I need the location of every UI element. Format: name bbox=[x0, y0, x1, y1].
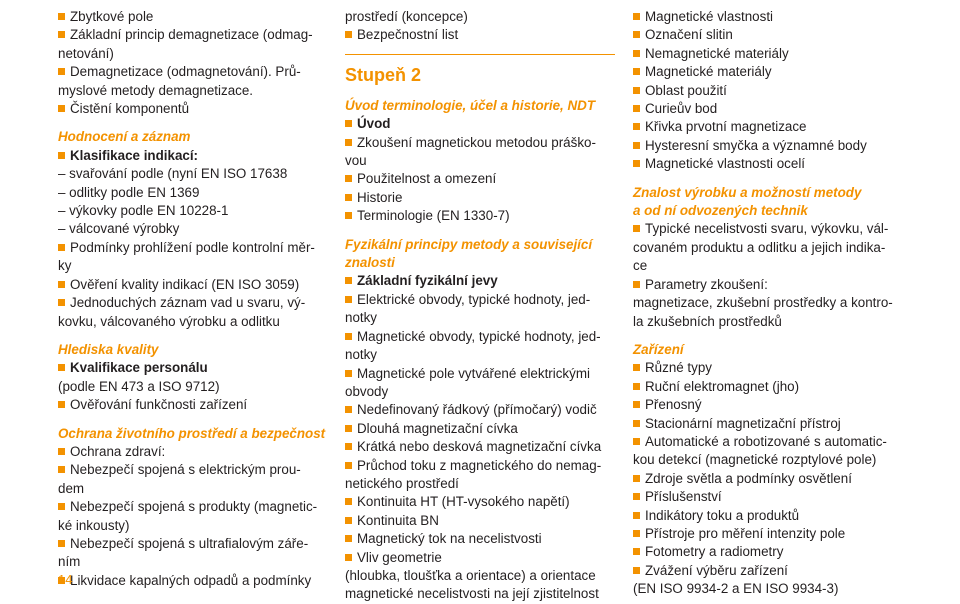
list-item: Vliv geometrie bbox=[345, 549, 615, 567]
text-line: netického prostředí bbox=[345, 475, 459, 491]
square-bullet-icon bbox=[58, 244, 65, 251]
square-bullet-icon bbox=[345, 277, 352, 284]
square-bullet-icon bbox=[633, 512, 640, 519]
list-item: Ověřování funkčnosti zařízení bbox=[58, 396, 328, 414]
list-item: Kontinuita HT (HT-vysokého napětí) bbox=[345, 493, 615, 511]
square-bullet-icon bbox=[633, 50, 640, 57]
square-bullet-icon bbox=[58, 299, 65, 306]
text-line: prostředí (koncepce) bbox=[345, 9, 468, 24]
list-item: Použitelnost a omezení bbox=[345, 170, 615, 188]
list-item: Magnetické pole vytvářené elektrickými bbox=[345, 365, 615, 383]
text-line: la zkušebních prostředků bbox=[633, 313, 782, 329]
text-line: kou detekcí (magnetické rozptylové pole) bbox=[633, 452, 877, 468]
square-bullet-icon bbox=[58, 68, 65, 75]
text-line: ce bbox=[633, 258, 648, 274]
square-bullet-icon bbox=[58, 13, 65, 20]
column-left bbox=[58, 8, 328, 590]
list-item: Fotometry a radiometry bbox=[633, 543, 911, 561]
list-item: Ověření kvality indikací (EN ISO 3059) bbox=[58, 276, 328, 294]
list-item: Průchod toku z magnetického do nemag- bbox=[345, 457, 615, 475]
section-heading: znalosti bbox=[345, 255, 395, 271]
square-bullet-icon bbox=[633, 31, 640, 38]
dash-item: – výkovky podle EN 10228-1 bbox=[58, 203, 229, 219]
list-item: Podmínky prohlížení podle kontrolní měr- bbox=[58, 239, 328, 257]
text-line: kovku, válcovaného výrobku a odlitku bbox=[58, 313, 280, 329]
list-item: Hysteresní smyčka a významné body bbox=[633, 137, 911, 155]
square-bullet-icon bbox=[345, 498, 352, 505]
list-item: Označení slitin bbox=[633, 26, 911, 44]
square-bullet-icon bbox=[345, 333, 352, 340]
text-line: (hloubka, tloušťka a orientace) a orientace bbox=[345, 567, 596, 583]
list-item: Nebezpečí spojená s produkty (magnetic- bbox=[58, 498, 328, 516]
square-bullet-icon bbox=[345, 425, 352, 432]
list-item: Ochrana zdraví: bbox=[58, 443, 328, 461]
text-line: netování) bbox=[58, 45, 114, 61]
section-heading: Ochrana životního prostředí a bezpečnost bbox=[58, 425, 326, 441]
list-item: Klasifikace indikací: bbox=[58, 147, 328, 165]
section-heading: Zařízení bbox=[633, 341, 684, 357]
dash-item: – odlitky podle EN 1369 bbox=[58, 184, 200, 200]
section-heading: Úvod terminologie, účel a historie, NDT bbox=[345, 97, 595, 113]
square-bullet-icon bbox=[58, 466, 65, 473]
square-bullet-icon bbox=[633, 160, 640, 167]
list-item: Jednoduchých záznam vad u svaru, vý- bbox=[58, 294, 328, 312]
list-item: Magnetické vlastnosti bbox=[633, 8, 911, 26]
square-bullet-icon bbox=[633, 105, 640, 112]
list-item: Zdroje světla a podmínky osvětlení bbox=[633, 470, 911, 488]
list-item: Zvážení výběru zařízení bbox=[633, 562, 911, 580]
list-item: Bezpečnostní list bbox=[345, 26, 615, 44]
list-item: Přenosný bbox=[633, 396, 911, 414]
square-bullet-icon bbox=[58, 31, 65, 38]
square-bullet-icon bbox=[633, 281, 640, 288]
list-item: Magnetický tok na necelistvosti bbox=[345, 530, 615, 548]
text-line: magnetizace, zkušební prostředky a kontro- bbox=[633, 295, 893, 311]
text-line: magnetické necelistvosti na její zjistitelnost bbox=[345, 586, 599, 602]
list-item: Přístroje pro měření intenzity pole bbox=[633, 525, 911, 543]
list-item: Curieův bod bbox=[633, 100, 911, 118]
text-line: (EN ISO 9934-2 a EN ISO 9934-3) bbox=[633, 581, 839, 597]
square-bullet-icon bbox=[345, 406, 352, 413]
section-heading: Fyzikální principy metody a související bbox=[345, 236, 593, 252]
list-item: Krátká nebo desková magnetizační cívka bbox=[345, 438, 615, 456]
square-bullet-icon bbox=[345, 296, 352, 303]
column-right bbox=[633, 8, 911, 599]
list-item: Nebezpečí spojená s ultrafialovým záře- bbox=[58, 535, 328, 553]
square-bullet-icon bbox=[633, 13, 640, 20]
text-line: notky bbox=[345, 347, 378, 363]
square-bullet-icon bbox=[58, 540, 65, 547]
list-item: Automatické a robotizované s automatic- bbox=[633, 433, 911, 451]
dash-item: – válcované výrobky bbox=[58, 221, 180, 237]
text-line: myslové metody demagnetizace. bbox=[58, 82, 254, 98]
square-bullet-icon bbox=[58, 503, 65, 510]
square-bullet-icon bbox=[633, 225, 640, 232]
square-bullet-icon bbox=[345, 462, 352, 469]
square-bullet-icon bbox=[58, 281, 65, 288]
square-bullet-icon bbox=[58, 401, 65, 408]
list-item: Indikátory toku a produktů bbox=[633, 507, 911, 525]
list-item: Křivka prvotní magnetizace bbox=[633, 118, 911, 136]
list-item: Kvalifikace personálu bbox=[58, 359, 328, 377]
list-item: Nemagnetické materiály bbox=[633, 45, 911, 63]
square-bullet-icon bbox=[633, 87, 640, 94]
list-item: Likvidace kapalných odpadů a podmínky bbox=[58, 572, 328, 590]
section-heading: Hodnocení a záznam bbox=[58, 129, 191, 145]
square-bullet-icon bbox=[345, 194, 352, 201]
square-bullet-icon bbox=[345, 139, 352, 146]
list-item: Magnetické materiály bbox=[633, 63, 911, 81]
text-line: ké inkousty) bbox=[58, 517, 130, 533]
square-bullet-icon bbox=[633, 401, 640, 408]
square-bullet-icon bbox=[345, 370, 352, 377]
list-item: Demagnetizace (odmagnetování). Prů- bbox=[58, 63, 328, 81]
list-item: Dlouhá magnetizační cívka bbox=[345, 420, 615, 438]
square-bullet-icon bbox=[633, 123, 640, 130]
list-item: Magnetické obvody, typické hodnoty, jed- bbox=[345, 328, 615, 346]
divider bbox=[345, 54, 615, 55]
text-line: dem bbox=[58, 480, 85, 496]
text-line: ky bbox=[58, 258, 72, 274]
square-bullet-icon bbox=[58, 105, 65, 112]
square-bullet-icon bbox=[633, 548, 640, 555]
square-bullet-icon bbox=[345, 212, 352, 219]
list-item: Kontinuita BN bbox=[345, 512, 615, 530]
section-heading: Hlediska kvality bbox=[58, 341, 159, 357]
text-line: vou bbox=[345, 153, 367, 169]
section-heading: Znalost výrobku a možností metody bbox=[633, 184, 862, 200]
section-heading: a od ní odvozených technik bbox=[633, 203, 808, 219]
page-number: 14 bbox=[58, 572, 73, 587]
square-bullet-icon bbox=[633, 475, 640, 482]
list-item: Ruční elektromagnet (jho) bbox=[633, 378, 911, 396]
square-bullet-icon bbox=[345, 517, 352, 524]
square-bullet-icon bbox=[345, 31, 352, 38]
square-bullet-icon bbox=[58, 152, 65, 159]
stage-heading: Stupeň 2 bbox=[345, 64, 422, 85]
text-line: (podle EN 473 a ISO 9712) bbox=[58, 378, 220, 394]
square-bullet-icon bbox=[633, 567, 640, 574]
list-item: Oblast použití bbox=[633, 82, 911, 100]
list-item: Stacionární magnetizační přístroj bbox=[633, 415, 911, 433]
square-bullet-icon bbox=[633, 530, 640, 537]
list-item: Úvod bbox=[345, 115, 615, 133]
list-item: Zkoušení magnetickou metodou práško- bbox=[345, 134, 615, 152]
list-item: Zbytkové pole bbox=[58, 8, 328, 26]
list-item: Základní princip demagnetizace (odmag- bbox=[58, 26, 328, 44]
list-item: Parametry zkoušení: bbox=[633, 276, 911, 294]
text-line: ním bbox=[58, 554, 81, 570]
text-line: covaném produktu a odlitku a jejich indika- bbox=[633, 239, 886, 255]
square-bullet-icon bbox=[345, 120, 352, 127]
square-bullet-icon bbox=[633, 420, 640, 427]
dash-item: – svařování podle (nyní EN ISO 17638 bbox=[58, 166, 288, 182]
list-item: Elektrické obvody, typické hodnoty, jed- bbox=[345, 291, 615, 309]
list-item: Různé typy bbox=[633, 359, 911, 377]
square-bullet-icon bbox=[345, 443, 352, 450]
text-line: obvody bbox=[345, 383, 389, 399]
list-item: Základní fyzikální jevy bbox=[345, 272, 615, 290]
text-line: notky bbox=[345, 310, 378, 326]
list-item: Historie bbox=[345, 189, 615, 207]
list-item: Nebezpečí spojená s elektrickým prou- bbox=[58, 461, 328, 479]
list-item: Nedefinovaný řádkový (přímočarý) vodič bbox=[345, 401, 615, 419]
square-bullet-icon bbox=[633, 438, 640, 445]
square-bullet-icon bbox=[58, 364, 65, 371]
square-bullet-icon bbox=[633, 364, 640, 371]
column-middle bbox=[345, 8, 615, 604]
square-bullet-icon bbox=[345, 535, 352, 542]
square-bullet-icon bbox=[633, 142, 640, 149]
square-bullet-icon bbox=[345, 175, 352, 182]
square-bullet-icon bbox=[58, 448, 65, 455]
list-item: Čistění komponentů bbox=[58, 100, 328, 118]
square-bullet-icon bbox=[633, 493, 640, 500]
list-item: Terminologie (EN 1330-7) bbox=[345, 207, 615, 225]
list-item: Příslušenství bbox=[633, 488, 911, 506]
square-bullet-icon bbox=[633, 383, 640, 390]
list-item: Magnetické vlastnosti ocelí bbox=[633, 155, 911, 173]
list-item: Typické necelistvosti svaru, výkovku, vál- bbox=[633, 220, 911, 238]
square-bullet-icon bbox=[345, 554, 352, 561]
square-bullet-icon bbox=[633, 68, 640, 75]
